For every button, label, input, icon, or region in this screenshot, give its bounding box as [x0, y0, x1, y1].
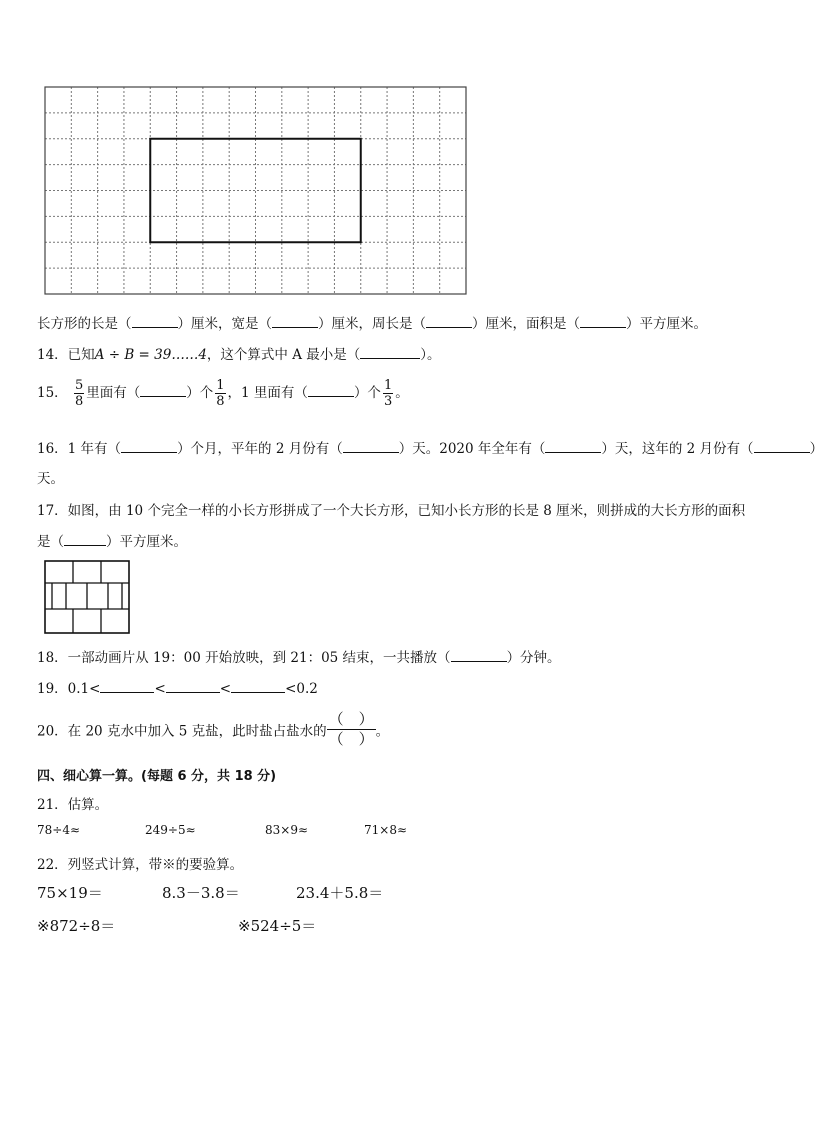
q16-text-2: ）个月，平年的 2 月份有（ [177, 441, 343, 457]
q13-blank-area[interactable] [580, 315, 626, 328]
fraction-1-3: $\frac{1}{3}$ [383, 378, 393, 409]
q19-blank-2[interactable] [166, 680, 220, 693]
q17-text-2: ）平方厘米。 [106, 534, 187, 550]
q14-expression: A ÷ B = 39……4 [94, 347, 207, 363]
q13-text-3: ）厘米，周长是（ [318, 316, 426, 332]
q22-title: 22．列竖式计算，带※的要验算。 [37, 857, 244, 873]
q16-text-4: ）天，这年的 2 月份有（ [601, 441, 754, 457]
q15 [37, 378, 409, 409]
q14-text: ，这个算式中 A 最小是（ [206, 347, 361, 363]
q19-text-4: <0.2 [285, 681, 318, 697]
q16-blank-months[interactable] [121, 440, 177, 453]
q13-text-1: 长方形的长是（ [37, 316, 132, 332]
q15-blank-2[interactable] [308, 384, 354, 397]
q14 [37, 343, 441, 363]
q15-text-5: 。 [395, 385, 409, 401]
q16-line1 [37, 437, 823, 457]
q19-text-2: < [154, 681, 166, 697]
q15-text-3: ，1 里面有（ [227, 385, 308, 401]
q13-blank-length[interactable] [132, 315, 178, 328]
q15-text-1: 里面有（ [86, 385, 141, 401]
fraction-1-8: $\frac{1}{8}$ [216, 378, 225, 409]
q14-blank[interactable] [360, 346, 420, 359]
q18-text-1: 18．一部动画片从 19：00 开始放映，到 21：05 结束，一共播放（ [37, 650, 451, 666]
q13-text-2: ）厘米，宽是（ [177, 316, 272, 332]
q19-text-3: < [219, 681, 232, 697]
q22-row2-item-2: ※524÷5＝ [238, 917, 317, 935]
q21-item-3: 83×9≈ [265, 823, 309, 837]
q13-blank-perimeter[interactable] [426, 315, 472, 328]
q21-item-4: 71×8≈ [364, 823, 408, 837]
q16-blank-2020-feb[interactable] [754, 440, 810, 453]
q18 [37, 646, 561, 666]
q20-end: 。 [375, 723, 390, 740]
q22-row2-item-1: ※872÷8＝ [37, 917, 116, 935]
q21-item-1: 78÷4≈ [37, 823, 81, 837]
q18-blank[interactable] [451, 649, 507, 662]
q13-sentence [37, 312, 707, 332]
q13-blank-width[interactable] [272, 315, 318, 328]
q20-fraction-blank[interactable]: $\frac{( )}{( )}$ [328, 710, 374, 748]
q18-text-2: ）分钟。 [506, 650, 561, 666]
q15-blank-1[interactable] [140, 384, 186, 397]
q16-blank-year-days[interactable] [545, 440, 601, 453]
q21-item-2: 249÷5≈ [145, 823, 196, 837]
q15-number: 15． [37, 385, 68, 401]
q13-text-5: ）平方厘米。 [626, 316, 707, 332]
q19 [37, 677, 318, 697]
q19-blank-3[interactable] [231, 680, 285, 693]
q16-text-3: ）天。2020 年全年有（ [398, 441, 546, 457]
q20-text: 20．在 20 克水中加入 5 克盐，此时盐占盐水的 [37, 723, 327, 740]
q22-row1-item-3: 23.4＋5.8＝ [296, 884, 384, 902]
q17-text-1: 是（ [37, 534, 64, 550]
fraction-5-8: $\frac{5}{8}$ [74, 378, 84, 409]
q22-row1-item-2: 8.3－3.8＝ [162, 884, 240, 902]
q20 [37, 710, 389, 749]
grid-figure [44, 86, 468, 296]
q16-line2: 天。 [37, 471, 64, 487]
q13-text-4: ）厘米，面积是（ [472, 316, 580, 332]
q17-line2 [37, 530, 187, 550]
q21-title: 21．估算。 [37, 797, 109, 813]
section-4-heading: 四、细心算一算。(每题 6 分，共 18 分) [37, 769, 277, 784]
brick-figure [44, 560, 130, 634]
q17-line1: 17．如图，由 10 个完全一样的小长方形拼成了一个大长方形，已知小长方形的长是 8 厘米，则拼成的大长方形的面积 [37, 503, 746, 519]
q14-number: 14．已知 [37, 347, 95, 363]
q19-blank-1[interactable] [100, 680, 154, 693]
q14-end: ）。 [420, 347, 441, 363]
q16-text-5: ） [809, 441, 823, 457]
q22-row1-item-1: 75×19＝ [37, 884, 103, 902]
q15-text-2: ）个 [186, 385, 214, 401]
q17-blank[interactable] [64, 533, 106, 546]
q16-blank-feb-days[interactable] [343, 440, 399, 453]
q15-text-4: ）个 [353, 385, 381, 401]
q16-text-1: 16．1 年有（ [37, 441, 122, 457]
q19-text-1: 19．0.1< [37, 681, 101, 697]
